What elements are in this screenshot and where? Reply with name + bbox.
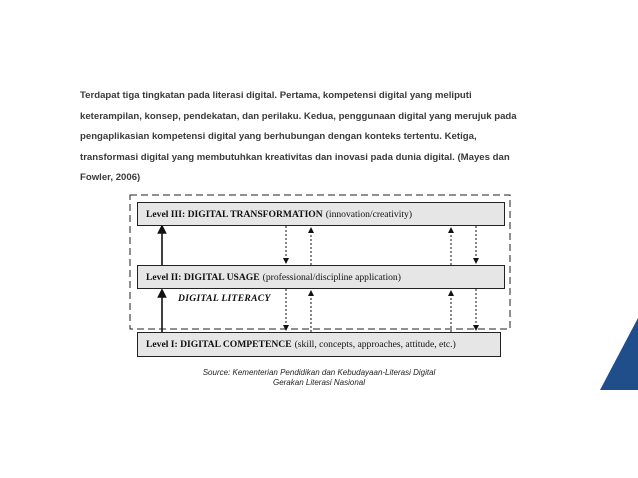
- level-1-title: Level I: DIGITAL COMPETENCE: [146, 339, 292, 350]
- paragraph-line: transformasi digital yang membutuhkan kreativitas dan inovasi pada dunia digital. (Mayes dan: [80, 151, 510, 163]
- paragraph-line: pengaplikasian kompetensi digital yang berhubungan dengan konteks tertentu. Ketiga,: [80, 131, 477, 142]
- level-3-box: [137, 202, 505, 226]
- source-caption: [0, 368, 638, 388]
- paragraph-line: Fowler, 2006): [80, 172, 141, 183]
- level-2-title: Level II: DIGITAL USAGE: [146, 271, 260, 283]
- level-2-detail: (professional/discipline application): [262, 271, 401, 283]
- level-1-detail: (skill, concepts, approaches, attitude, etc.): [294, 339, 456, 350]
- source-line-1: Source: Kementerian Pendidikan dan Kebudayaan-Literasi Digital: [202, 368, 436, 377]
- source-line-2: Gerakan Literasi Nasional: [272, 378, 366, 387]
- level-2-box: [137, 265, 505, 289]
- digital-literacy-diagram: [128, 193, 514, 383]
- paragraph-line: keterampilan, konsep, pendekatan, dan perilaku. Kedua, penggunaan digital yang merujuk pada: [80, 110, 517, 122]
- level-1-box: [137, 332, 501, 357]
- digital-literacy-label: DIGITAL LITERACY: [178, 293, 271, 304]
- corner-accent-shape: [598, 318, 638, 390]
- level-3-title: Level III: DIGITAL TRANSFORMATION: [146, 208, 323, 220]
- intro-paragraph: [80, 86, 580, 189]
- level-3-detail: (innovation/creativity): [325, 208, 413, 220]
- paragraph-line: Terdapat tiga tingkatan pada literasi digital. Pertama, kompetensi digital yang meliputi: [80, 90, 472, 101]
